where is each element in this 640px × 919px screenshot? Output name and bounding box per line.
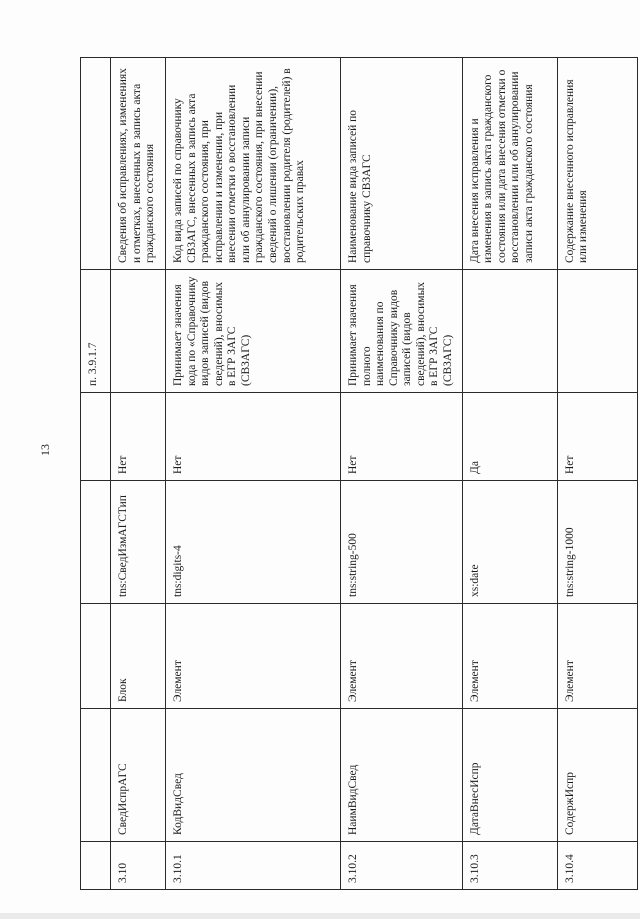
element-description: Дата внесения исправления и изменения в запись акта гражданского состояния или дата внесения отметки о восстановлении или об аннулировании записи акта гражданского состояния bbox=[462, 58, 557, 270]
element-type: tns:string-500 bbox=[341, 481, 463, 604]
element-description: Сведения об исправлениях, изменениях и отметках, внесенных в запись акта гражданского состояния bbox=[111, 58, 166, 270]
rotated-table-container bbox=[80, 58, 620, 890]
element-name: СодержИспр bbox=[557, 709, 637, 842]
element-name: КодВидСвед bbox=[166, 709, 341, 842]
format-note bbox=[557, 270, 637, 393]
element-description: Содержание внесенного исправления или изменения bbox=[557, 58, 637, 270]
table-row bbox=[166, 58, 341, 890]
element-name: НаимВидСвед bbox=[341, 709, 463, 842]
table-row bbox=[111, 58, 166, 890]
required-flag: Да bbox=[462, 393, 557, 481]
element-kind: Элемент bbox=[557, 604, 637, 709]
element-kind: Элемент bbox=[341, 604, 463, 709]
table-row bbox=[341, 58, 463, 890]
scan-edge bbox=[0, 913, 640, 919]
element-description: Код вида записей по справочнику СВЗАГС, внесенных в запись акта гражданского состояния, при исправлении и изменении, при внесении отметки о восстановлении или об аннулировании записи гражданского состояния, при внесении сведений о лишении (ограничении), восстановлении родителя (родителей) в родительских правах bbox=[166, 58, 341, 270]
row-number: 3.10 bbox=[111, 842, 166, 890]
reference-cell: п. 3.9.1.7 bbox=[81, 270, 111, 393]
format-note: Принимает значения кода по «Справочнику видов записей (видов сведений), вносимых в ЕГР ЗАГС (СВЗАГС) bbox=[166, 270, 341, 393]
attributes-table bbox=[80, 57, 638, 890]
table-row bbox=[462, 58, 557, 890]
element-name: ДатаВнесИспр bbox=[462, 709, 557, 842]
format-note bbox=[462, 270, 557, 393]
element-type: xs:date bbox=[462, 481, 557, 604]
page-number: 13 bbox=[38, 444, 52, 456]
element-kind: Элемент bbox=[462, 604, 557, 709]
element-kind: Блок bbox=[111, 604, 166, 709]
element-description: Наименование вида записей по справочнику СВЗАГС bbox=[341, 58, 463, 270]
format-note: Принимает значения полного наименования по Справочнику видов записей (видов сведений), вносимых в ЕГР ЗАГС (СВЗАГС) bbox=[341, 270, 463, 393]
element-kind: Элемент bbox=[166, 604, 341, 709]
table-row bbox=[81, 58, 111, 890]
element-type: tns:digits-4 bbox=[166, 481, 341, 604]
required-flag: Нет bbox=[341, 393, 463, 481]
required-flag: Нет bbox=[166, 393, 341, 481]
element-name: СведИспрАГС bbox=[111, 709, 166, 842]
row-number: 3.10.3 bbox=[462, 842, 557, 890]
required-flag: Нет bbox=[557, 393, 637, 481]
table-row bbox=[557, 58, 637, 890]
row-number: 3.10.1 bbox=[166, 842, 341, 890]
row-number: 3.10.2 bbox=[341, 842, 463, 890]
required-flag: Нет bbox=[111, 393, 166, 481]
element-type: tns:СведИзмАГСТип bbox=[111, 481, 166, 604]
row-number: 3.10.4 bbox=[557, 842, 637, 890]
format-note bbox=[111, 270, 166, 393]
element-type: tns:string-1000 bbox=[557, 481, 637, 604]
